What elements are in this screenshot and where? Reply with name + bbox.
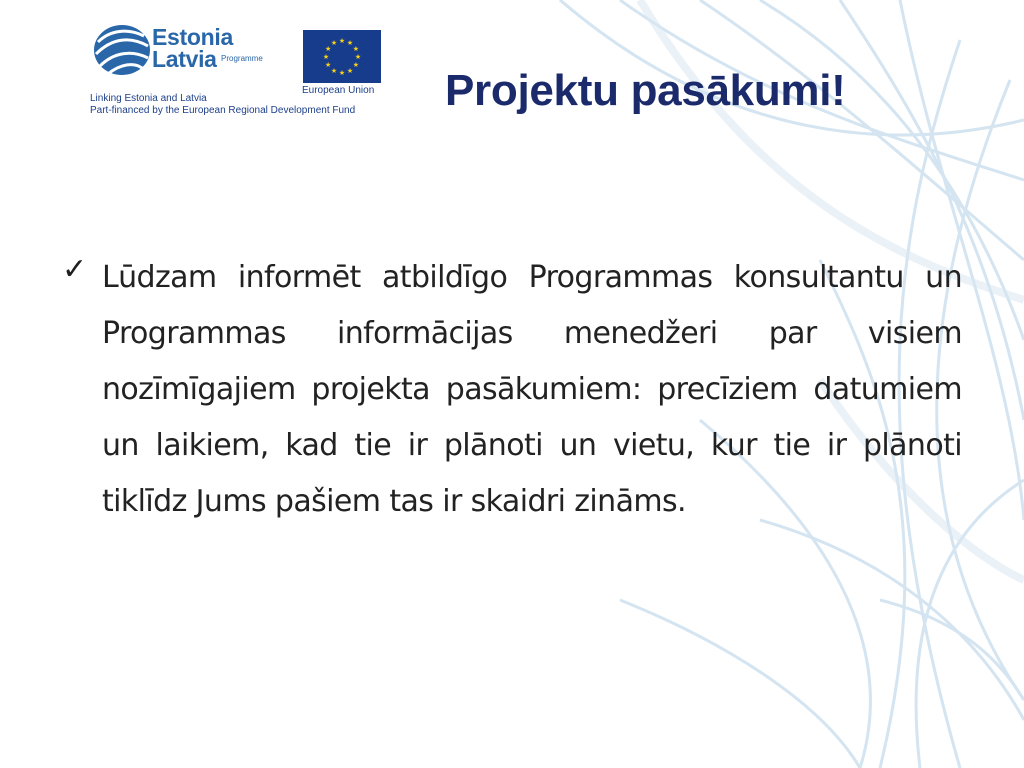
eu-star-icon: ★ [352,46,359,53]
estonia-latvia-globe-icon [92,22,152,78]
eu-star-icon: ★ [322,54,330,61]
eu-star-icon: ★ [354,54,362,61]
checkmark-icon: ✓ [62,252,88,287]
eu-star-icon: ★ [338,70,346,77]
eu-caption: European Union [302,85,375,96]
eu-star-icon: ★ [330,40,338,48]
eu-star-icon: ★ [325,46,332,53]
bullet-text: Lūdzam informēt atbildīgo Programmas konsultantu un Programmas informācijas menedžeri par visiem nozīmīgajiem projekta pasākumiem: precīziem datumiem un laikiem, kad tie ir plānoti un vietu, kur tie ir plānoti tiklīdz Jums pašiem tas ir skaidri zināms. [102,260,962,519]
eu-star-icon: ★ [325,62,332,69]
slide-title: Projektu pasākumi! [445,66,846,115]
programme-tagline [90,93,355,117]
eu-star-icon: ★ [330,67,338,75]
logo-programme-label: Programme [221,54,263,63]
tagline-line-2: Part-financed by the European Regional Development Fund [90,105,356,116]
logo-line-latvia: Latvia [152,46,217,72]
eu-star-icon: ★ [338,38,346,45]
eu-star-icon: ★ [346,67,354,75]
programme-logo-block [88,20,388,125]
eu-flag-icon [303,30,381,83]
programme-logo-text [152,26,233,70]
eu-star-icon: ★ [352,62,359,69]
eu-star-icon: ★ [346,40,354,48]
logo-line-estonia: Estonia [152,24,233,50]
tagline-line-1: Linking Estonia and Latvia [90,93,207,104]
